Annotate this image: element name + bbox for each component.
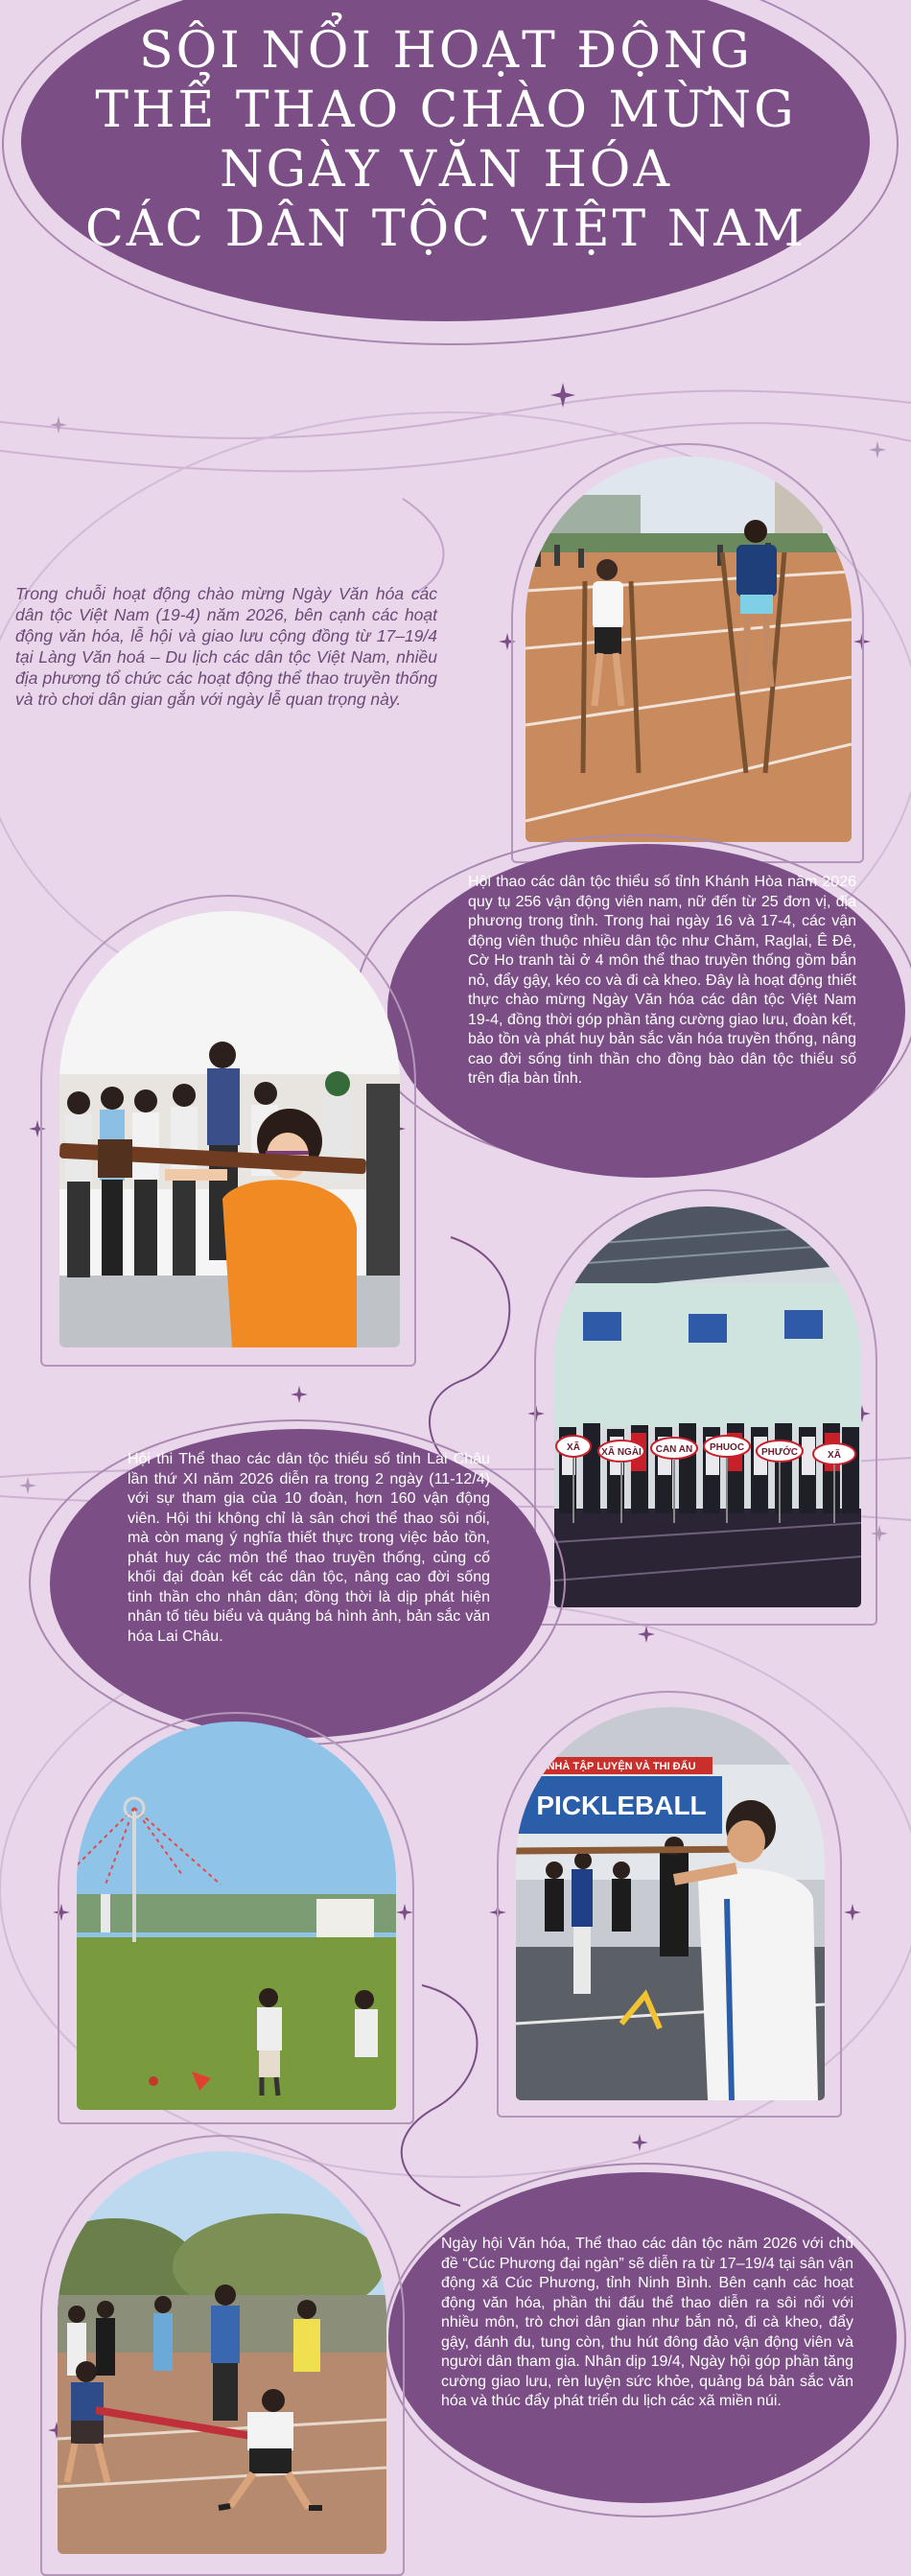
page-title (38, 21, 853, 259)
section-text: Hội thao các dân tộc thiểu số tỉnh Khánh Hòa năm 2026 quy tụ 256 vận động viên nam, nữ đến từ 25 đơn vị, địa phương trong tỉnh. Trong hai ngày 16 và 17-4, các vận động viên thuộc nhiều dân tộc như Chăm, Raglai, Ê Đê, Cờ Ho tranh tài ở 4 môn thể thao truyền thống gồm bắn nỏ, đẩy gậy, kéo co và đi cà kheo. Đây là hoạt động thiết thực chào mừng Ngày Văn hóa các dân tộc Việt Nam 19-4, đồng thời góp phần tăng cường giao lưu, đoàn kết, bảo tồn và phát huy bản sắc văn hóa truyền thống, nâng cao đời sống tinh thần cho đồng bào dân tộc thiểu số trên địa bàn tỉnh. (468, 874, 856, 1087)
sparkle-icon (19, 1477, 36, 1494)
title-line: NGÀY VĂN HÓA (219, 141, 672, 199)
crossbow-shooting-photo (59, 911, 400, 1347)
pole-pushing-photo (58, 2151, 386, 2554)
sparkle-icon (291, 1386, 308, 1403)
ceremony-sign: PHUOC (709, 1442, 745, 1453)
title-line: SÔI NỔI HOẠT ĐỘNG (139, 22, 753, 80)
stilt-walking-photo (526, 457, 852, 842)
sparkle-icon (844, 1904, 861, 1921)
sparkle-icon (869, 441, 886, 458)
ceremony-sign: XÃ NGÀI (601, 1447, 642, 1458)
sparkle-icon (550, 383, 575, 408)
section-text: Ngày hội Văn hóa, Thể thao các dân tộc năm 2026 với chủ đề “Cúc Phương đại ngàn” sẽ diễn ra từ 17–19/4 tại sân vận động xã Cúc Phương, tỉnh Ninh Bình. Bên cạnh các hoạt động văn hóa, phần thi đấu thể thao diễn ra sôi nổi với nhiều môn, trò chơi dân gian như bắn nỏ, đi cà kheo, đẩy gậy, đánh đu, tung còn, thu hút đông đảo vận động viên và người dân tham gia. Nhân dịp 19/4, Ngày hội góp phần tăng cường giao lưu, rèn luyện sức khỏe, quảng bá bản sắc văn hóa và thúc đẩy phát triển du lịch các xã miền núi. (441, 2236, 853, 2409)
sparkle-icon (631, 2134, 648, 2151)
sparkle-icon (50, 416, 67, 433)
ceremony-sign: XÃ (567, 1442, 580, 1453)
title-line: CÁC DÂN TỘC VIỆT NAM (84, 200, 807, 258)
ceremony-sign: XÃ (828, 1450, 841, 1461)
title-line: THỂ THAO CHÀO MỪNG (95, 82, 797, 139)
section-text: Hội thi Thể thao các dân tộc thiểu số tỉnh Lai Châu lần thứ XI năm 2026 diễn ra trong 2 ngày (11-12/4) với sự tham gia của 10 đoàn, hơn 160 vận động viên. Hội thi không chỉ là sân chơi thể thao sôi nổi, mà còn mang ý nghĩa thiết thực trong việc bảo tồn, phát huy các môn thể thao truyền thống, củng cố khối đại đoàn kết các dân tộc, nâng cao đời sống tinh thần cho nhân dân; đồng thời là dịp phát hiện nhân tố tiêu biểu và quảng bá hình ảnh, bản sắc văn hóa Lai Châu. (128, 1451, 490, 1645)
swing-field-photo (77, 1721, 396, 2110)
ceremony-sign: PHƯỚC (761, 1447, 798, 1458)
ceremony-sign: CAN AN (655, 1444, 693, 1455)
pickleball-gym-photo (516, 1707, 825, 2100)
gym-banner: NHÀ TẬP LUYỆN VÀ THI ĐẤU (547, 1761, 696, 1772)
gym-sign: PICKLEBALL (536, 1791, 707, 1820)
opening-ceremony-photo (554, 1206, 861, 1607)
sparkle-icon (638, 1626, 655, 1643)
intro-paragraph: Trong chuỗi hoạt động chào mừng Ngày Văn hóa các dân tộc Việt Nam (19-4) năm 2026, bên cạnh các hoạt động văn hóa, lễ hội và giao lưu cộng đồng từ 17–19/4 tại Làng Văn hoá – Du lịch các dân tộc Việt Nam, nhiều địa phương tổ chức các hoạt động thể thao truyền thống và trò chơi dân gian gắn với ngày lễ quan trọng này. (15, 584, 437, 709)
